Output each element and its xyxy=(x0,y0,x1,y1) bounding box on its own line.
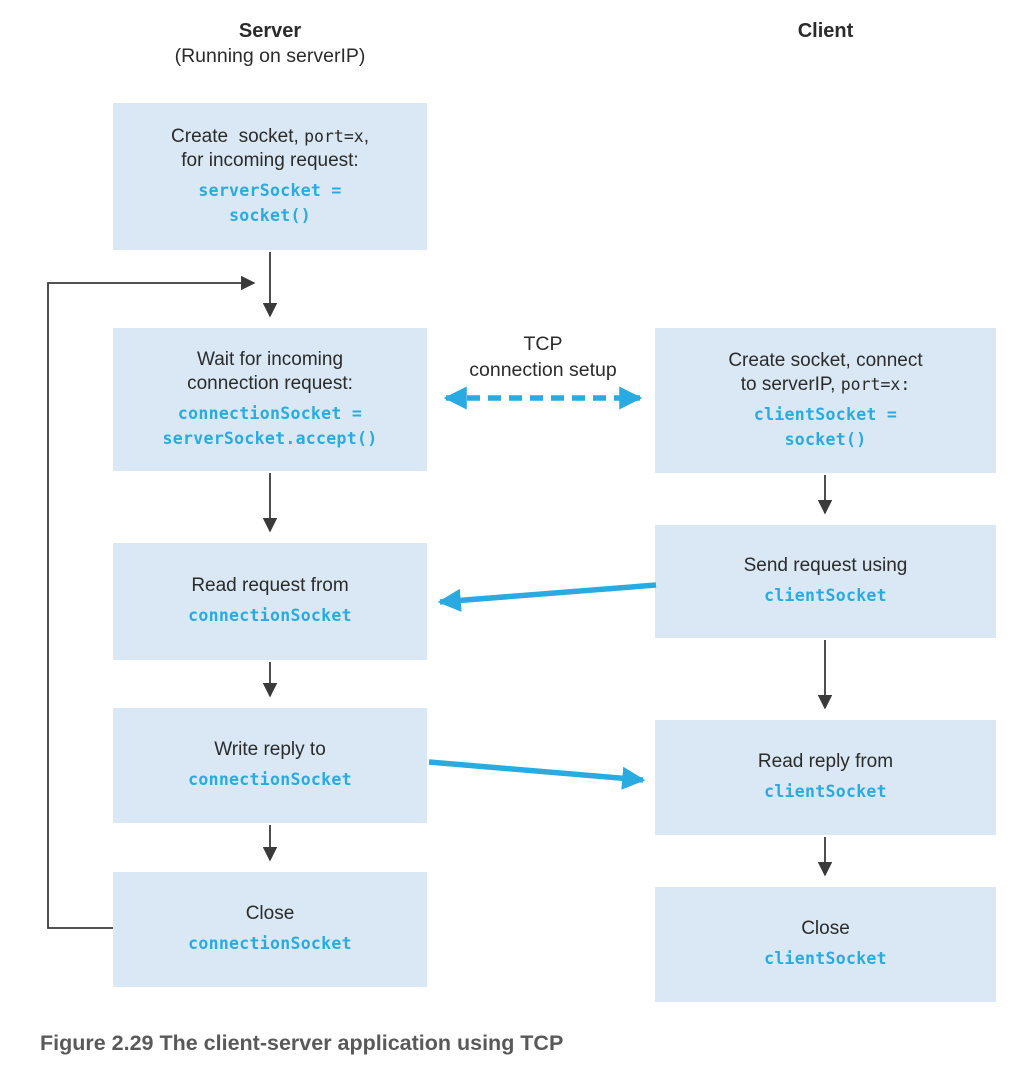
box-text: Wait for incoming xyxy=(196,348,344,370)
tcp-connection-setup-label: TCP connection setup xyxy=(469,333,617,382)
box-text: Read reply from xyxy=(757,751,894,773)
box-code: connectionSocket = xyxy=(177,403,363,423)
box-text: Read request from xyxy=(191,575,349,597)
server-column-header xyxy=(113,18,427,69)
box-text: Create socket, port=x, xyxy=(171,125,369,147)
figure-caption: Figure 2.29 The client-server application using TCP xyxy=(40,1031,564,1055)
box-code: serverSocket.accept() xyxy=(162,428,378,448)
server-box-close xyxy=(113,872,427,987)
box-text: Write reply to xyxy=(214,739,326,761)
box-code: connectionSocket xyxy=(188,933,352,953)
box-code: serverSocket = xyxy=(198,180,342,200)
box-code: socket() xyxy=(784,429,867,449)
request-arrow-client-to-server xyxy=(440,585,656,602)
reply-arrow-server-to-client xyxy=(429,762,643,780)
client-box-read-reply xyxy=(655,720,996,835)
box-text: to serverIP, port=x: xyxy=(740,374,911,396)
box-code: clientSocket xyxy=(764,781,887,801)
client-column-header xyxy=(655,18,996,44)
client-box-send-request xyxy=(655,525,996,638)
box-text: for incoming request: xyxy=(181,150,359,172)
client-title: Client xyxy=(797,20,854,42)
box-code: clientSocket xyxy=(764,948,887,968)
server-box-read-request xyxy=(113,543,427,660)
box-code: socket() xyxy=(229,205,311,225)
box-code: connectionSocket xyxy=(188,769,352,789)
client-box-create-socket xyxy=(655,328,996,473)
server-title: Server xyxy=(238,20,302,42)
box-code: clientSocket xyxy=(764,585,887,605)
server-box-wait-connection xyxy=(113,328,427,471)
box-text: Close xyxy=(801,918,850,940)
server-box-write-reply xyxy=(113,708,427,823)
box-code: connectionSocket xyxy=(188,605,352,625)
server-subtitle: (Running on serverIP) xyxy=(174,45,366,67)
client-box-close xyxy=(655,887,996,1002)
box-text: Close xyxy=(245,903,295,925)
box-text: Send request using xyxy=(743,555,908,577)
box-code: clientSocket = xyxy=(753,404,898,424)
box-text: connection request: xyxy=(187,373,353,395)
box-text: Create socket, connect xyxy=(728,349,923,371)
server-box-create-socket xyxy=(113,103,427,250)
